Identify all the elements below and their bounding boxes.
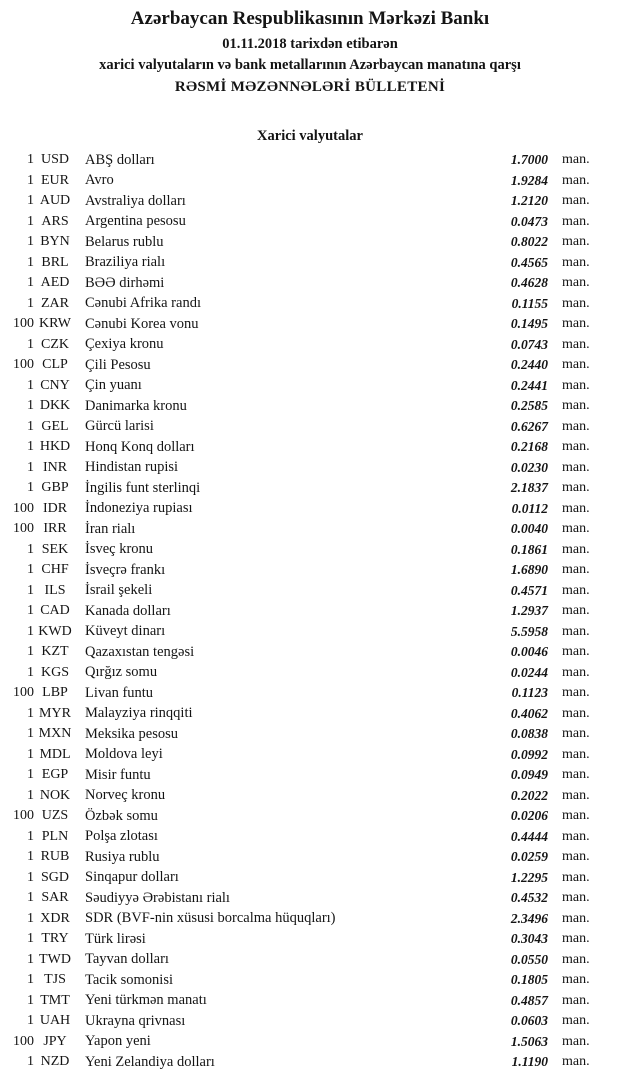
table-row [0,1011,600,1032]
currency-code: KWD [38,623,72,639]
quantity-cell: 100 [13,357,34,373]
currency-code: NZD [40,1054,70,1070]
table-row [0,437,600,458]
currency-name: Malayziya rinqqiti [85,705,193,722]
unit-label: man. [562,910,590,926]
table-row [0,335,600,356]
currency-name: Norveç kronu [85,787,166,804]
quantity-cell: 1 [27,213,34,229]
rates-table [0,150,620,1073]
table-row [0,212,600,233]
currency-code: IRR [43,521,67,537]
table-row [0,355,600,376]
unit-label: man. [562,541,590,557]
quantity-cell: 100 [13,500,34,516]
quantity-cell: 1 [27,582,34,598]
bulletin-title: RƏSMİ MƏZƏNNƏLƏRİ BÜLLETENİ [174,79,446,95]
rate-value: 0.0838 [510,726,548,742]
currency-name: Özbək somu [85,807,158,824]
quantity-cell: 1 [27,459,34,475]
currency-name: Yapon yeni [85,1033,151,1050]
quantity-cell: 1 [27,910,34,926]
currency-name: Rusiya rublu [85,848,160,865]
currency-code: MYR [39,705,71,721]
rate-value: 0.8022 [510,234,548,250]
table-row [0,519,600,540]
rate-value: 0.4532 [510,890,548,906]
unit-label: man. [562,828,590,844]
unit-label: man. [562,890,590,906]
currency-code: ILS [44,582,66,598]
currency-code: GBP [41,480,69,496]
rate-value: 0.0230 [510,459,548,475]
unit-label: man. [562,316,590,332]
bank-name: Azərbaycan Respublikasının Mərkəzi Bankı [130,8,490,29]
currency-code: BYN [40,234,70,250]
currency-name: Misir funtu [85,766,151,783]
unit-label: man. [562,644,590,660]
table-row [0,786,600,807]
currency-code: TJS [44,972,66,988]
unit-label: man. [562,234,590,250]
currency-name: BƏƏ dirhəmi [85,274,165,291]
unit-label: man. [562,869,590,885]
currency-name: İsveçrə frankı [85,561,166,578]
quantity-cell: 1 [27,234,34,250]
quantity-cell: 100 [13,808,34,824]
currency-name: Kanada dolları [85,602,171,619]
quantity-cell: 1 [27,890,34,906]
currency-code: TRY [41,931,69,947]
quantity-cell: 1 [27,951,34,967]
table-row [0,745,600,766]
rate-value: 1.9284 [510,172,548,188]
currency-name: İsrail şekeli [85,582,153,599]
currency-name: SDR (BVF-nin xüsusi borcalma hüquqları) [85,910,336,927]
currency-code: KRW [39,316,71,332]
currency-code: AED [40,275,70,291]
table-row [0,909,600,930]
rate-value: 0.0949 [510,767,548,783]
table-row [0,396,600,417]
rate-value: 0.0743 [510,336,548,352]
table-row [0,663,600,684]
currency-name: İndoneziya rupiası [85,500,193,517]
currency-code: BRL [41,254,69,270]
table-row [0,314,600,335]
currency-code: SEK [41,541,69,557]
quantity-cell: 1 [27,1054,34,1070]
quantity-cell: 1 [27,992,34,1008]
rate-value: 2.3496 [510,910,548,926]
rate-value: 0.6267 [510,418,548,434]
currency-name: Cənubi Korea vonu [85,315,199,332]
unit-label: man. [562,705,590,721]
table-row [0,970,600,991]
currency-name: İran rialı [85,520,136,537]
currency-name: Danimarka kronu [85,397,187,414]
unit-label: man. [562,377,590,393]
table-row [0,991,600,1012]
rate-value: 0.0473 [510,213,548,229]
quantity-cell: 1 [27,787,34,803]
currency-code: RUB [40,849,70,865]
currency-code: CHF [41,562,69,578]
quantity-cell: 1 [27,172,34,188]
rate-value: 0.0992 [510,746,548,762]
unit-label: man. [562,726,590,742]
table-row [0,540,600,561]
quantity-cell: 1 [27,398,34,414]
currency-code: ZAR [41,295,69,311]
quantity-cell: 1 [27,295,34,311]
table-row [0,273,600,294]
currency-name: Çexiya kronu [85,336,164,353]
unit-label: man. [562,521,590,537]
currency-code: LBP [42,685,68,701]
section-title: Xarici valyutalar [257,128,363,144]
quantity-cell: 1 [27,480,34,496]
table-row [0,929,600,950]
table-row [0,847,600,868]
rate-value: 0.2440 [510,357,548,373]
rate-value: 1.7000 [510,152,548,168]
currency-code: KZT [41,644,69,660]
currency-code: UZS [41,808,69,824]
table-row [0,560,600,581]
currency-name: Avstraliya dolları [85,192,186,209]
unit-label: man. [562,1054,590,1070]
unit-label: man. [562,357,590,373]
quantity-cell: 1 [27,193,34,209]
rate-value: 0.1805 [510,972,548,988]
rate-value: 0.0259 [510,849,548,865]
rate-value: 1.5063 [510,1033,548,1049]
unit-label: man. [562,603,590,619]
unit-label: man. [562,808,590,824]
unit-label: man. [562,992,590,1008]
currency-code: GEL [41,418,69,434]
table-row [0,581,600,602]
table-row [0,827,600,848]
unit-label: man. [562,172,590,188]
quantity-cell: 1 [27,869,34,885]
unit-label: man. [562,746,590,762]
quantity-cell: 1 [27,931,34,947]
unit-label: man. [562,193,590,209]
currency-name: Cənubi Afrika randı [85,295,201,312]
unit-label: man. [562,931,590,947]
rate-value: 0.4565 [510,254,548,270]
rate-value: 0.4857 [510,992,548,1008]
currency-code: MXN [38,726,72,742]
document-header [0,0,620,98]
quantity-cell: 1 [27,623,34,639]
currency-code: SGD [40,869,69,885]
currency-code: HKD [39,439,71,455]
quantity-cell: 1 [27,705,34,721]
quantity-cell: 1 [27,275,34,291]
currency-name: Belarus rublu [85,233,164,250]
table-row [0,150,600,171]
table-row [0,417,600,438]
table-row [0,704,600,725]
rate-value: 0.2022 [510,787,548,803]
quantity-cell: 1 [27,972,34,988]
currency-name: İsveç kronu [85,541,154,558]
quantity-cell: 1 [27,828,34,844]
rate-value: 0.4444 [510,828,548,844]
unit-label: man. [562,787,590,803]
table-row [0,1052,600,1073]
quantity-cell: 1 [27,418,34,434]
currency-name: Avro [85,172,114,189]
subject-line: xarici valyutaların və bank metallarının Azərbaycan manatına qarşı [99,57,521,73]
unit-label: man. [562,254,590,270]
rate-value: 0.1155 [511,295,548,311]
rate-value: 0.0112 [511,500,548,516]
currency-code: AUD [39,193,71,209]
quantity-cell: 1 [27,562,34,578]
unit-label: man. [562,500,590,516]
effective-date: 01.11.2018 tarixdən etibarən [222,36,398,52]
table-row [0,171,600,192]
currency-code: CLP [42,357,68,373]
quantity-cell: 100 [13,685,34,701]
currency-code: CNY [40,377,70,393]
currency-name: Yeni türkmən manatı [85,992,207,1009]
rate-value: 2.1837 [510,480,548,496]
rate-value: 1.2295 [510,869,548,885]
currency-code: CAD [40,603,70,619]
quantity-cell: 100 [13,521,34,537]
rate-value: 0.1123 [511,685,548,701]
currency-code: TWD [39,951,71,967]
table-row [0,458,600,479]
table-row [0,888,600,909]
currency-code: TMT [40,992,70,1008]
rate-value: 0.0550 [510,951,548,967]
currency-name: Sinqapur dolları [85,869,179,886]
table-row [0,499,600,520]
currency-name: Honq Konq dolları [85,438,195,455]
unit-label: man. [562,623,590,639]
table-row [0,642,600,663]
rate-value: 0.4062 [510,705,548,721]
rate-value: 0.0040 [510,521,548,537]
table-row [0,232,600,253]
currency-name: ABŞ dolları [85,151,155,168]
currency-name: Türk lirəsi [85,930,146,947]
rate-value: 0.0046 [510,644,548,660]
table-row [0,806,600,827]
unit-label: man. [562,295,590,311]
currency-name: Tacik somonisi [85,971,173,988]
quantity-cell: 1 [27,1013,34,1029]
table-row [0,950,600,971]
currency-name: Çin yuanı [85,377,142,394]
unit-label: man. [562,439,590,455]
currency-code: DKK [39,398,71,414]
quantity-cell: 1 [27,336,34,352]
table-row [0,1032,600,1053]
quantity-cell: 1 [27,644,34,660]
unit-label: man. [562,1033,590,1049]
currency-name: Gürcü larisi [85,418,154,435]
rate-value: 1.2120 [510,193,548,209]
currency-code: KGS [40,664,69,680]
currency-name: Hindistan rupisi [85,459,179,476]
quantity-cell: 1 [27,849,34,865]
unit-label: man. [562,459,590,475]
unit-label: man. [562,582,590,598]
currency-code: IDR [42,500,68,516]
unit-label: man. [562,398,590,414]
quantity-cell: 1 [27,152,34,168]
table-row [0,376,600,397]
currency-name: Moldova leyi [85,746,163,763]
rate-value: 1.1190 [511,1054,548,1070]
rate-value: 5.5958 [510,623,548,639]
quantity-cell: 1 [27,541,34,557]
currency-code: UAH [39,1013,71,1029]
quantity-cell: 1 [27,439,34,455]
currency-name: Polşa zlotası [85,828,158,845]
table-row [0,724,600,745]
currency-code: SAR [41,890,69,906]
currency-name: Səudiyyə Ərəbistanı rialı [85,889,230,906]
currency-code: USD [40,152,69,168]
rate-value: 0.4571 [510,582,548,598]
unit-label: man. [562,418,590,434]
currency-code: EUR [41,172,69,188]
rate-value: 0.0206 [510,808,548,824]
table-row [0,868,600,889]
unit-label: man. [562,562,590,578]
quantity-cell: 1 [27,254,34,270]
quantity-cell: 1 [27,726,34,742]
currency-name: Ukrayna qrivnası [85,1012,186,1029]
quantity-cell: 1 [27,767,34,783]
currency-name: Qazaxıstan tengəsi [85,643,195,660]
currency-code: ARS [41,213,69,229]
rate-value: 0.1861 [510,541,548,557]
rate-value: 1.2937 [510,603,548,619]
currency-name: Meksika pesosu [85,725,179,742]
unit-label: man. [562,275,590,291]
unit-label: man. [562,1013,590,1029]
table-row [0,478,600,499]
quantity-cell: 1 [27,664,34,680]
currency-name: Tayvan dolları [85,951,169,968]
rate-value: 0.4628 [510,275,548,291]
rate-value: 0.2168 [510,439,548,455]
table-row [0,622,600,643]
currency-name: Küveyt dinarı [85,623,166,640]
unit-label: man. [562,951,590,967]
currency-name: İngilis funt sterlinqi [85,479,201,496]
quantity-cell: 1 [27,603,34,619]
table-row [0,191,600,212]
rate-value: 0.1495 [510,316,548,332]
table-row [0,683,600,704]
table-row [0,294,600,315]
currency-name: Livan funtu [85,684,154,701]
table-row [0,601,600,622]
quantity-cell: 100 [13,316,34,332]
currency-name: Argentina pesosu [85,213,186,230]
unit-label: man. [562,849,590,865]
unit-label: man. [562,685,590,701]
unit-label: man. [562,664,590,680]
unit-label: man. [562,480,590,496]
currency-code: NOK [39,787,71,803]
currency-name: Qırğız somu [85,664,158,681]
quantity-cell: 1 [27,746,34,762]
unit-label: man. [562,336,590,352]
currency-code: CZK [41,336,69,352]
unit-label: man. [562,767,590,783]
currency-code: EGP [41,767,69,783]
rate-value: 0.2585 [510,398,548,414]
quantity-cell: 1 [27,377,34,393]
rate-value: 0.0603 [510,1013,548,1029]
rate-value: 0.2441 [510,377,548,393]
unit-label: man. [562,972,590,988]
quantity-cell: 100 [13,1033,34,1049]
table-row [0,253,600,274]
currency-code: JPY [43,1033,67,1049]
rate-value: 0.3043 [510,931,548,947]
currency-code: PLN [41,828,69,844]
unit-label: man. [562,152,590,168]
currency-code: INR [42,459,68,475]
currency-code: MDL [39,746,71,762]
rate-value: 0.0244 [510,664,548,680]
unit-label: man. [562,213,590,229]
rate-value: 1.6890 [510,562,548,578]
currency-name: Yeni Zelandiya dolları [85,1053,215,1070]
currency-name: Çili Pesosu [85,356,151,373]
currency-code: XDR [40,910,70,926]
currency-name: Braziliya rialı [85,254,166,271]
table-row [0,765,600,786]
